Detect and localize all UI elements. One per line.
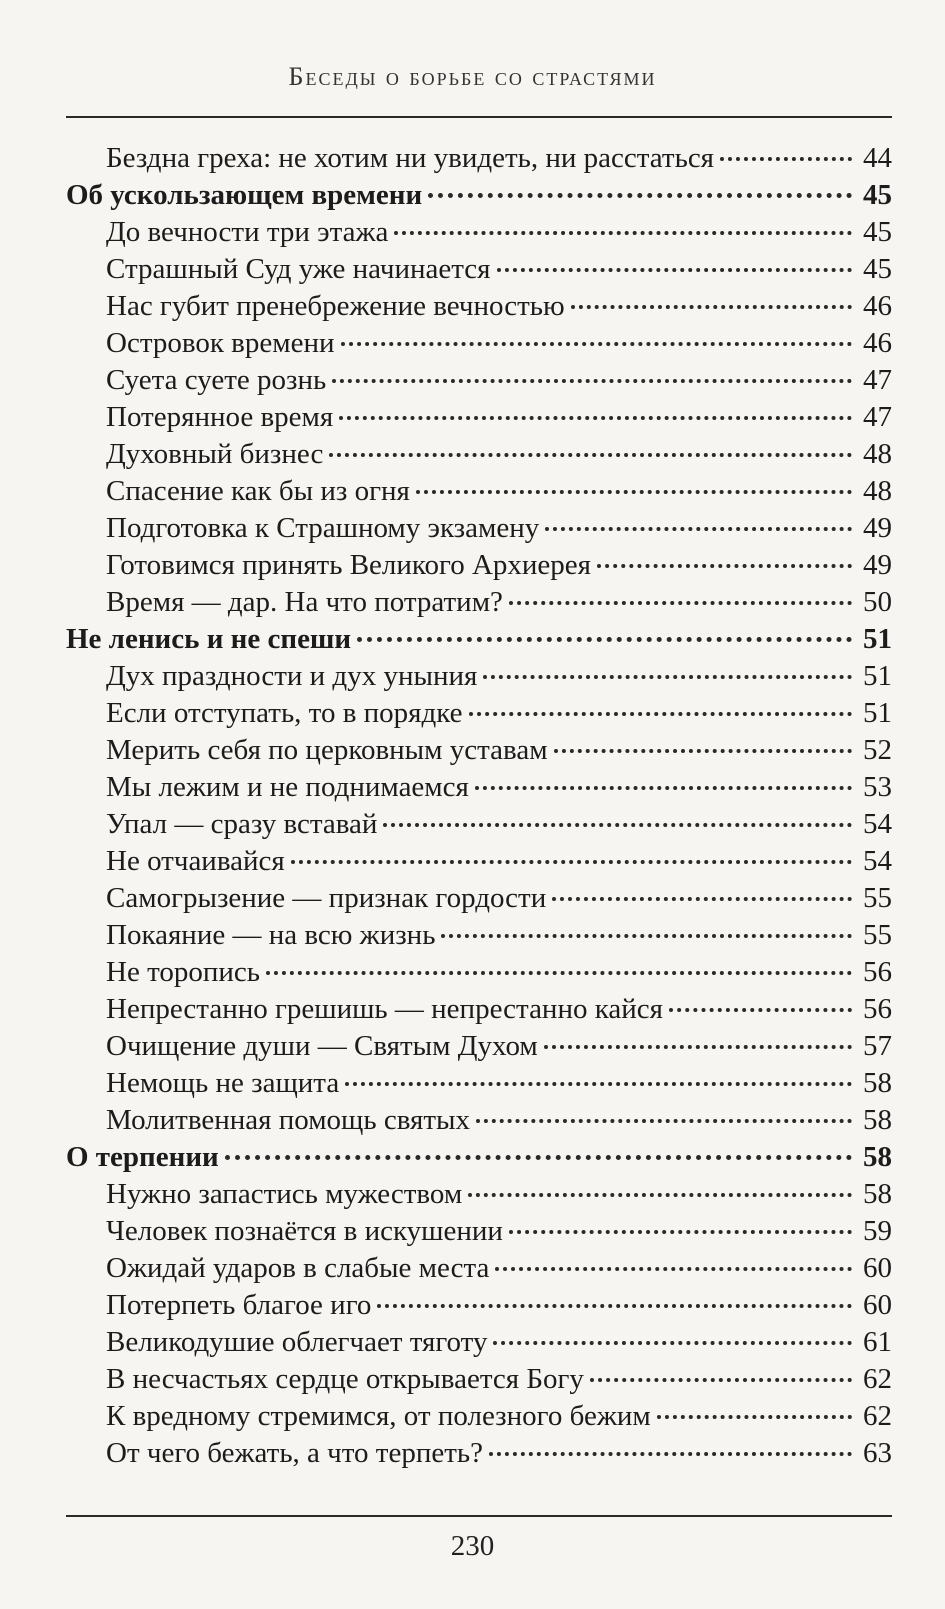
toc-entry-title: Не торопись [106,956,260,988]
dot-leader [468,1192,852,1197]
toc-entry [66,325,892,362]
dot-leader [495,1266,852,1271]
dot-leader [266,970,852,975]
dot-leader [489,1451,852,1456]
dot-leader [383,822,852,827]
toc-entry [66,399,892,436]
toc-entry-page: 58 [863,1067,892,1099]
toc-entry-title: Время — дар. На что потратим? [106,586,503,618]
toc-entry-page: 58 [863,1104,892,1136]
dot-leader [469,711,852,716]
footer-rule [66,1515,892,1517]
toc-entry [66,991,892,1028]
toc-entry-page: 60 [863,1252,892,1284]
dot-leader [552,896,852,901]
dot-leader [291,859,852,864]
toc-entry-page: 48 [863,475,892,507]
toc-entry-title: Молитвенная помощь святых [106,1104,471,1136]
toc-entry [66,1213,892,1250]
toc-entry [66,510,892,547]
dot-leader [441,933,852,938]
toc-entry [66,1065,892,1102]
toc-entry [66,1176,892,1213]
toc-entry-title: Великодушие облегчает тяготу [106,1326,488,1358]
dot-leader [493,1340,852,1345]
toc-entry-page: 54 [863,845,892,877]
dot-leader [544,1044,852,1049]
toc-entry [66,1398,892,1435]
toc-entry [66,732,892,769]
toc-entry [66,1435,892,1472]
toc-entry-page: 46 [863,327,892,359]
toc-entry [66,547,892,584]
toc-entry-page: 61 [863,1326,892,1358]
toc-entry [66,1250,892,1287]
dot-leader [332,378,852,383]
toc-entry-page: 57 [863,1030,892,1062]
toc-entry-page: 49 [863,512,892,544]
toc-entry [66,436,892,473]
dot-leader [497,267,853,272]
toc-entry [66,584,892,621]
toc-entry-title: Не отчаивайся [106,845,285,877]
toc-entry-page: 54 [863,808,892,840]
dot-leader [483,674,852,679]
running-head: Беседы о борьбе со страстями [288,62,657,91]
toc-entry-page: 63 [863,1437,892,1469]
toc-entry [66,1361,892,1398]
toc-entry-title: В несчастьях сердце открывается Богу [106,1363,584,1395]
table-of-contents [66,140,892,1472]
dot-leader [571,304,852,309]
dot-leader [545,526,852,531]
toc-entry-title: Самогрызение — признак гордости [106,882,547,914]
toc-entry-page: 55 [863,919,892,951]
dot-leader [428,192,852,198]
toc-entry [66,806,892,843]
toc-entry-title: От чего бежать, а что терпеть? [106,1437,483,1469]
toc-entry-title: Островок времени [106,327,335,359]
toc-entry-page: 58 [863,1141,892,1173]
dot-leader [669,1007,852,1012]
toc-entry-page: 49 [863,549,892,581]
toc-entry [66,1028,892,1065]
toc-entry-page: 45 [863,179,892,211]
dot-leader [597,563,852,568]
toc-entry-title: Покаяние — на всю жизнь [106,919,436,951]
toc-entry-title: Мерить себя по церковным уставам [106,734,548,766]
toc-entry-page: 50 [863,586,892,618]
dot-leader [554,748,852,753]
dot-leader [377,1303,852,1308]
toc-entry-page: 51 [863,697,892,729]
dot-leader [509,600,852,605]
toc-entry [66,251,892,288]
toc-entry-title: О терпении [66,1141,219,1173]
toc-entry [66,695,892,732]
toc-entry-page: 56 [863,956,892,988]
toc-entry-title: Очищение души — Святым Духом [106,1030,538,1062]
toc-entry [66,880,892,917]
toc-entry-page: 47 [863,401,892,433]
toc-entry-page: 62 [863,1363,892,1395]
toc-entry-title: Если отступать, то в порядке [106,697,463,729]
dot-leader [225,1154,852,1160]
toc-entry-page: 62 [863,1400,892,1432]
toc-entry-title: Суета суете рознь [106,364,327,396]
dot-leader [720,156,852,161]
toc-entry-page: 48 [863,438,892,470]
toc-entry-page: 51 [863,660,892,692]
toc-entry [66,843,892,880]
toc-entry-title: Человек познаётся в искушении [106,1215,503,1247]
toc-entry [66,288,892,325]
toc-entry-title: Об ускользающем времени [66,179,423,211]
toc-entry-page: 45 [863,216,892,248]
dot-leader [341,341,852,346]
toc-entry [66,917,892,954]
toc-entry-title: Дух праздности и дух уныния [106,660,478,692]
toc-entry-title: Непрестанно грешишь — непрестанно кайся [106,993,663,1025]
toc-entry-page: 45 [863,253,892,285]
toc-entry-page: 44 [863,142,892,174]
toc-entry [66,1102,892,1139]
dot-leader [357,636,852,642]
toc-entry-page: 46 [863,290,892,322]
toc-entry-title: Не ленись и не спеши [66,623,352,655]
toc-entry-title: Ожидай ударов в слабые места [106,1252,490,1284]
toc-entry-page: 55 [863,882,892,914]
toc-entry-title: Подготовка к Страшному экзамену [106,512,540,544]
toc-entry-title: К вредному стремимся, от полезного бежим [106,1400,651,1432]
page-number: 230 [450,1530,495,1562]
toc-entry-title: Немощь не защита [106,1067,340,1099]
dot-leader [416,489,852,494]
toc-entry-title: Духовный бизнес [106,438,324,470]
toc-entry [66,954,892,991]
toc-entry [66,1324,892,1361]
toc-entry-page: 59 [863,1215,892,1247]
toc-entry-page: 58 [863,1178,892,1210]
dot-leader [329,452,852,457]
toc-section-entry [66,177,892,214]
toc-entry [66,140,892,177]
dot-leader [394,230,852,235]
toc-entry-title: Нас губит пренебрежение вечностью [106,290,565,322]
toc-entry [66,362,892,399]
toc-entry-page: 56 [863,993,892,1025]
dot-leader [476,1118,852,1123]
dot-leader [590,1377,852,1382]
toc-entry-title: До вечности три этажа [106,216,389,248]
toc-section-entry [66,1139,892,1176]
toc-entry [66,1287,892,1324]
toc-entry-title: Спасение как бы из огня [106,475,410,507]
toc-entry-title: Упал — сразу вставай [106,808,378,840]
toc-entry-page: 53 [863,771,892,803]
toc-entry [66,214,892,251]
header-rule [66,116,892,118]
toc-entry-title: Готовимся принять Великого Архиерея [106,549,591,581]
toc-entry-title: Потерпеть благое иго [106,1289,372,1321]
toc-entry-page: 52 [863,734,892,766]
toc-entry-title: Нужно запастись мужеством [106,1178,463,1210]
toc-entry [66,473,892,510]
dot-leader [345,1081,852,1086]
toc-entry-page: 47 [863,364,892,396]
toc-entry [66,658,892,695]
dot-leader [475,785,852,790]
toc-entry [66,769,892,806]
toc-entry-title: Потерянное время [106,401,334,433]
toc-entry-title: Бездна греха: не хотим ни увидеть, ни расстаться [106,142,715,174]
dot-leader [339,415,852,420]
toc-entry-title: Страшный Суд уже начинается [106,253,491,285]
toc-entry-title: Мы лежим и не поднимаемся [106,771,469,803]
toc-section-entry [66,621,892,658]
dot-leader [509,1229,852,1234]
dot-leader [657,1414,852,1419]
toc-entry-page: 60 [863,1289,892,1321]
toc-entry-page: 51 [863,623,892,655]
